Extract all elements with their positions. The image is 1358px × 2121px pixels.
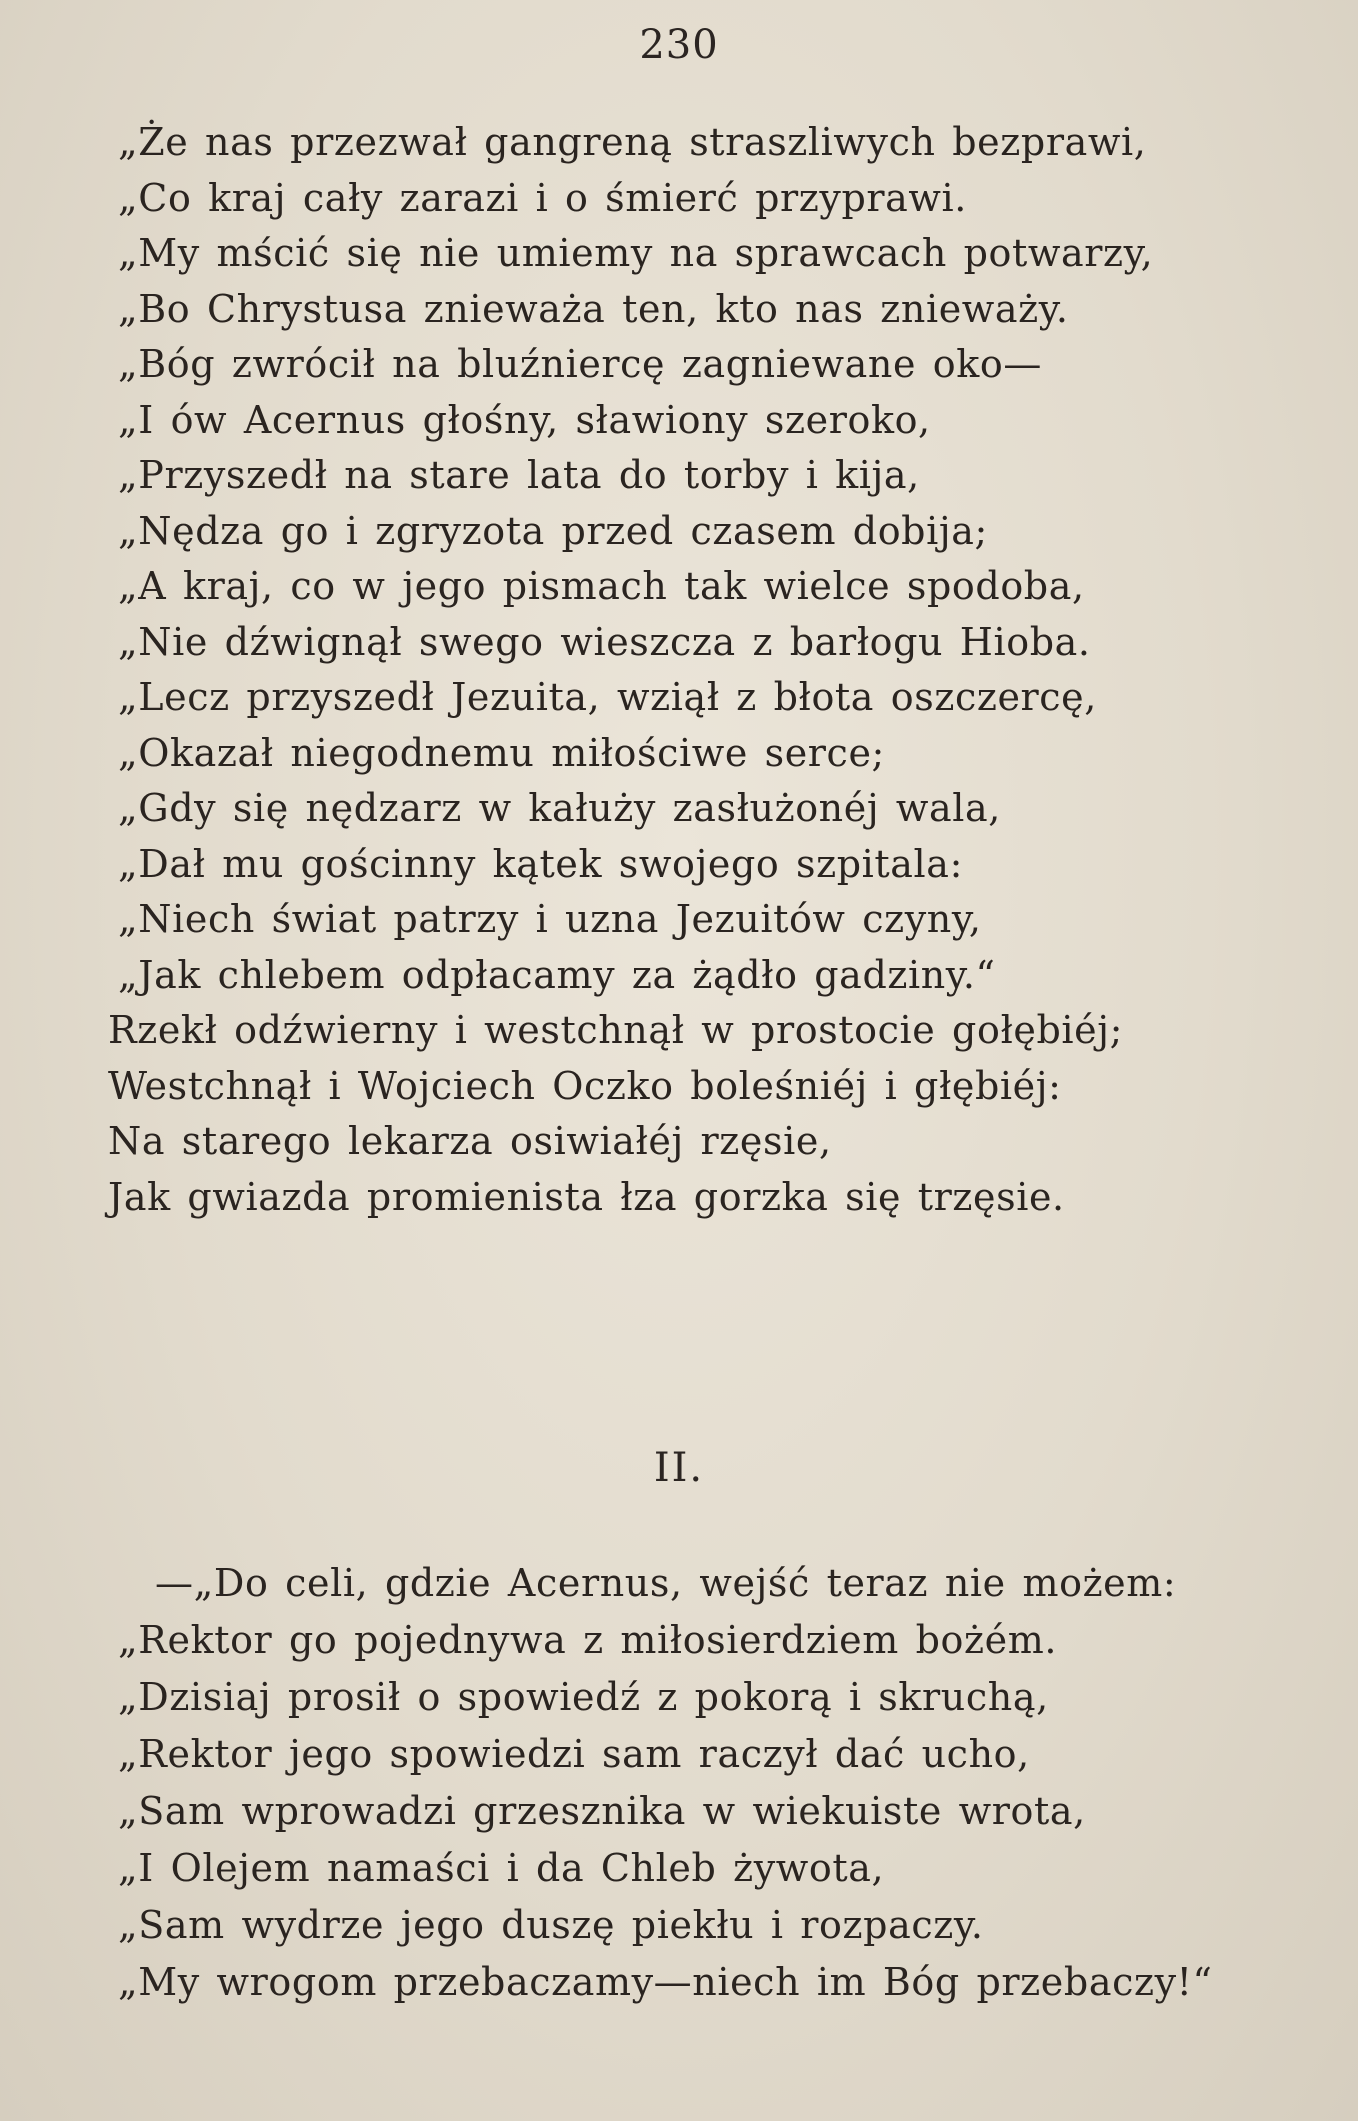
verse-line: „Gdy się nędzarz w kałuży zasłużonéj wala, — [118, 786, 1001, 830]
verse-line: „Nie dźwignął swego wieszcza z barłogu Hioba. — [118, 619, 1091, 664]
verse-line: „Sam wydrze jego duszę piekłu i rozpaczy. — [118, 1903, 984, 1947]
verse-line: „A kraj, co w jego pismach tak wielce spodoba, — [118, 564, 1085, 608]
verse-line: „I Olejem namaści i da Chleb żywota, — [118, 1846, 885, 1890]
verse-line: „Dzisiaj prosił o spowiedź z pokorą i skruchą, — [118, 1675, 1049, 1719]
stanza-1 — [0, 115, 1358, 1225]
verse-line: „Bóg zwrócił na bluźniercę zagniewane oko— — [118, 342, 1042, 386]
verse-line: „Rektor go pojednywa z miłosierdziem bożém. — [118, 1618, 1058, 1662]
verse-line: „I ów Acernus głośny, sławiony szeroko, — [118, 397, 931, 442]
verse-line: „Lecz przyszedł Jezuita, wziął z błota oszczercę, — [118, 675, 1097, 719]
verse-line: „Niech świat patrzy i uzna Jezuitów czyny, — [118, 897, 982, 941]
verse-line: Na starego lekarza osiwiałéj rzęsie, — [108, 1119, 832, 1163]
verse-line: „Że nas przezwał gangreną straszliwych bezprawi, — [118, 120, 1147, 164]
stanza-2 — [0, 1555, 1358, 2011]
verse-line: Rzekł odźwierny i westchnął w prostocie gołębiéj; — [108, 1008, 1124, 1052]
verse-line: „My wrogom przebaczamy—niech im Bóg przebaczy!“ — [118, 1960, 1213, 2004]
verse-line: Jak gwiazda promienista łza gorzka się trzęsie. — [108, 1174, 1065, 1219]
verse-line: Westchnął i Wojciech Oczko boleśniéj i głębiéj: — [108, 1063, 1062, 1108]
verse-line: „Co kraj cały zarazi i o śmierć przyprawi. — [118, 175, 967, 220]
verse-line: „Okazał niegodnemu miłościwe serce; — [118, 730, 885, 775]
verse-line: „Rektor jego spowiedzi sam raczył dać ucho, — [118, 1732, 1030, 1776]
verse-line: „My mścić się nie umiemy na sprawcach potwarzy, — [118, 231, 1154, 275]
verse-line: „Przyszedł na stare lata do torby i kija, — [118, 453, 920, 497]
verse-line: —„Do celi, gdzie Acernus, wejść teraz nie możem: — [155, 1561, 1177, 1605]
verse-line: „Bo Chrystusa znieważa ten, kto nas znieważy. — [118, 286, 1069, 331]
page-number: 230 — [639, 22, 719, 68]
section-heading: II. — [653, 1445, 705, 1491]
verse-line: „Nędza go i zgryzota przed czasem dobija; — [118, 508, 988, 553]
verse-line: „Jak chlebem odpłacamy za żądło gadziny.“ — [118, 952, 996, 997]
verse-line: „Sam wprowadzi grzesznika w wiekuiste wrota, — [118, 1789, 1086, 1833]
verse-line: „Dał mu gościnny kątek swojego szpitala: — [118, 841, 963, 886]
